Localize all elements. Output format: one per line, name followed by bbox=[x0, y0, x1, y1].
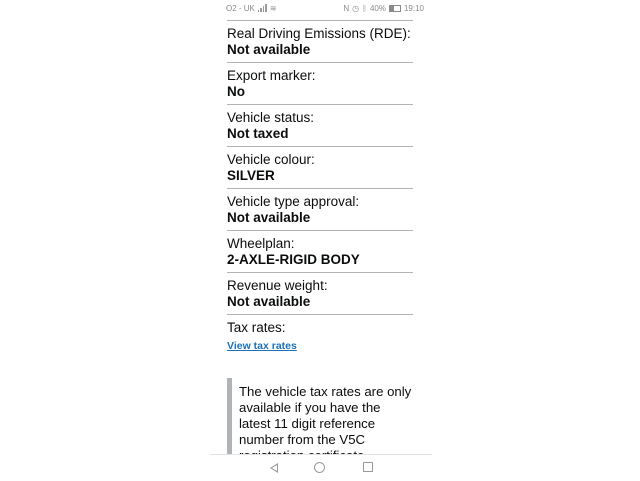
detail-value: Not available bbox=[227, 42, 311, 57]
detail-value: 2-AXLE-RIGID BODY bbox=[227, 252, 360, 267]
detail-label: Vehicle colour: bbox=[227, 152, 315, 167]
detail-row bbox=[227, 62, 413, 104]
detail-label: Wheelplan: bbox=[227, 236, 295, 251]
navigation-bar bbox=[210, 454, 432, 481]
view-tax-rates-link[interactable]: View tax rates bbox=[227, 340, 297, 352]
inset-notice bbox=[227, 378, 413, 456]
home-icon[interactable] bbox=[314, 462, 325, 473]
detail-row bbox=[227, 146, 413, 188]
nfc-icon: N bbox=[343, 3, 350, 13]
tax-rates-row bbox=[227, 314, 413, 356]
phone-screen bbox=[210, 0, 432, 480]
clock: 19:10 bbox=[403, 3, 424, 13]
bluetooth-icon: ᛒ bbox=[362, 3, 367, 13]
detail-row bbox=[227, 188, 413, 230]
alarm-icon: ◷ bbox=[352, 3, 360, 13]
detail-value: Not available bbox=[227, 294, 311, 309]
wifi-icon: ≋ bbox=[269, 3, 277, 13]
detail-value: SILVER bbox=[227, 168, 275, 183]
detail-value: Not taxed bbox=[227, 126, 289, 141]
battery-percent: 40% bbox=[369, 3, 386, 13]
carrier-label: O2 - UK bbox=[226, 3, 255, 13]
back-icon[interactable] bbox=[270, 463, 278, 473]
detail-label: Vehicle status: bbox=[227, 110, 315, 125]
vehicle-details-list bbox=[227, 20, 413, 356]
detail-row bbox=[227, 20, 413, 62]
detail-label: Vehicle type approval: bbox=[227, 194, 360, 209]
inset-text: The vehicle tax rates are only available if you have the latest 11 digit reference number from the V5C bbox=[239, 384, 412, 447]
detail-label: Real Driving Emissions (RDE): bbox=[227, 26, 411, 41]
signal-icon bbox=[258, 4, 267, 12]
detail-row bbox=[227, 104, 413, 146]
battery-icon bbox=[389, 5, 401, 12]
recent-apps-icon[interactable] bbox=[363, 462, 373, 472]
status-bar bbox=[226, 2, 424, 14]
detail-value: No bbox=[227, 84, 245, 99]
tax-rates-label: Tax rates: bbox=[227, 320, 286, 335]
detail-row bbox=[227, 272, 413, 314]
detail-label: Revenue weight: bbox=[227, 278, 328, 293]
detail-row bbox=[227, 230, 413, 272]
detail-label: Export marker: bbox=[227, 68, 316, 83]
detail-value: Not available bbox=[227, 210, 311, 225]
